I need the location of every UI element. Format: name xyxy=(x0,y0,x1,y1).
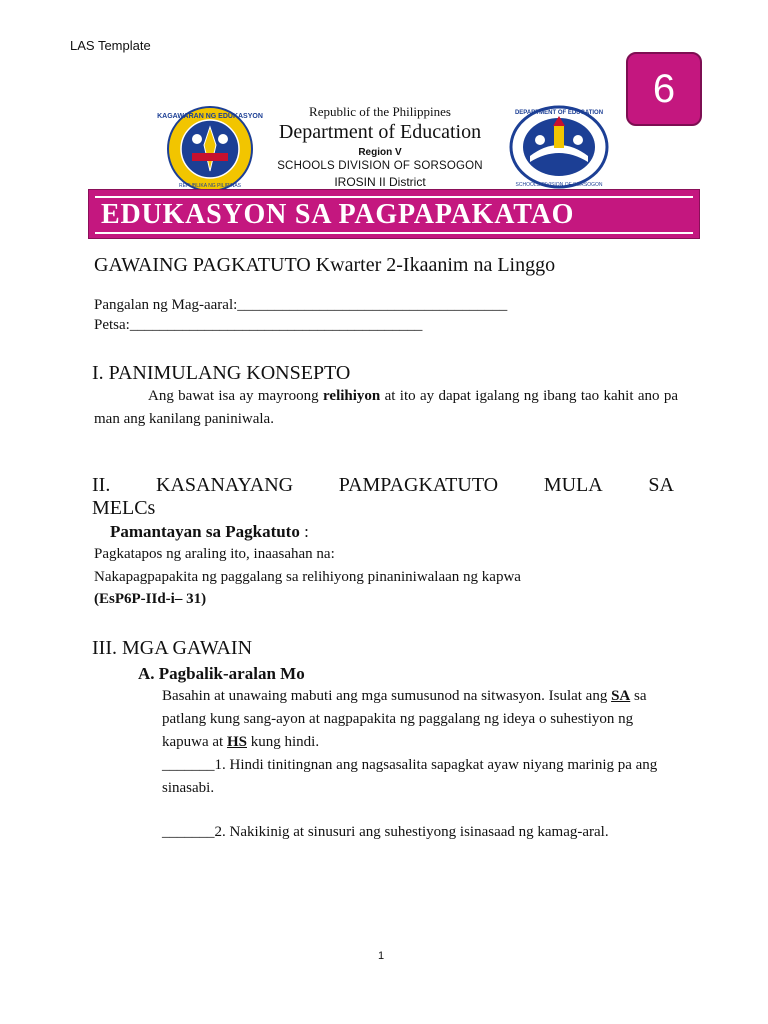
instructions-text xyxy=(162,685,672,754)
seal-left-lettering: KAGAWARAN NG EDUKASYON xyxy=(157,113,263,120)
melc-text: Nakapagpapakita ng paggalang sa relihiyong pinaniniwalaan ng kapwa xyxy=(94,569,521,585)
region-text: Region V xyxy=(358,147,402,158)
department-title: Department of Education xyxy=(278,121,482,143)
section-2-heading xyxy=(92,474,674,520)
heading-word: SA xyxy=(648,474,674,496)
template-label: LAS Template xyxy=(70,38,151,53)
subsection-a-heading: A. Pagbalik-aralan Mo xyxy=(138,664,305,683)
division-text: SCHOOLS DIVISION OF SORSOGON xyxy=(277,160,483,172)
instructions-part-2: sa patlang kung sang-ayon at nagpapakita ng paggalang ng ideya o suhestiyon ng kapuwa at xyxy=(162,688,647,750)
hs-keyword: HS xyxy=(226,734,247,750)
heading-word: KASANAYANG xyxy=(156,474,294,496)
grade-badge: 6 xyxy=(626,52,702,126)
section-2-heading-line-1 xyxy=(92,474,674,497)
page-number: 1 xyxy=(378,950,385,962)
activity-item-1[interactable]: _______1. Hindi tinitingnan ang nagsasalita sapagkat ayaw niyang marinig pa ang sinasabi. xyxy=(162,757,658,796)
instructions-part-1: Basahin at unawaing mabuti ang mga sumusunod na sitwasyon. Isulat ang xyxy=(162,688,612,704)
seal-right-lettering-bottom: SCHOOLS DIVISION OF SORSOGON xyxy=(515,182,603,188)
standard-colon: : xyxy=(299,522,309,541)
activity-title: GAWAING PAGKATUTO Kwarter 2-Ikaanim na Linggo xyxy=(94,254,556,276)
heading-word: MULA xyxy=(543,474,603,496)
seal-right-lettering: DEPARTMENT OF EDUCATION xyxy=(514,110,604,116)
section-1-text-before: Ang bawat isa ay mayroong xyxy=(148,388,324,404)
instructions-part-3: kung hindi. xyxy=(247,734,320,750)
subject-title: EDUKASYON SA PAGPAPAKATAO xyxy=(95,196,693,234)
section-1-bold-word: relihiyon xyxy=(323,388,381,404)
section-1-text xyxy=(94,385,678,431)
section-1-heading: I. PANIMULANG KONSEPTO xyxy=(92,362,351,384)
section-1-text-after: at ito ay dapat igalang ng ibang tao kahit ano pa man ang kanilang paniniwala. xyxy=(94,388,678,427)
section-2-intro: Pagkatapos ng araling ito, inaasahan na: xyxy=(94,546,335,562)
heading-word: II. xyxy=(92,474,111,496)
section-3-heading: III. MGA GAWAIN xyxy=(92,637,253,659)
section-2-heading-line-2: MELCs xyxy=(92,497,156,519)
learning-standard-label xyxy=(110,522,309,542)
subject-banner xyxy=(88,189,700,239)
seal-left-lettering-bottom: REPUBLIKA NG PILIPINAS xyxy=(179,183,241,189)
activity-item-2[interactable]: _______2. Nakikinig at sinusuri ang suhestiyong isinasaad ng kamag-aral. xyxy=(162,824,609,840)
republic-text: Republic of the Philippines xyxy=(309,104,451,119)
standard-label-text: Pamantayan sa Pagkatuto xyxy=(110,522,300,541)
melc-code: (EsP6P-IId-i– 31) xyxy=(94,591,207,607)
date-field[interactable]: Petsa:_______________________________________ xyxy=(94,317,423,333)
district-text: IROSIN II District xyxy=(334,175,426,189)
sa-keyword: SA xyxy=(611,688,631,704)
student-name-field[interactable]: Pangalan ng Mag-aaral:____________________________________ xyxy=(94,297,508,313)
heading-word: PAMPAGKATUTO xyxy=(338,474,499,496)
